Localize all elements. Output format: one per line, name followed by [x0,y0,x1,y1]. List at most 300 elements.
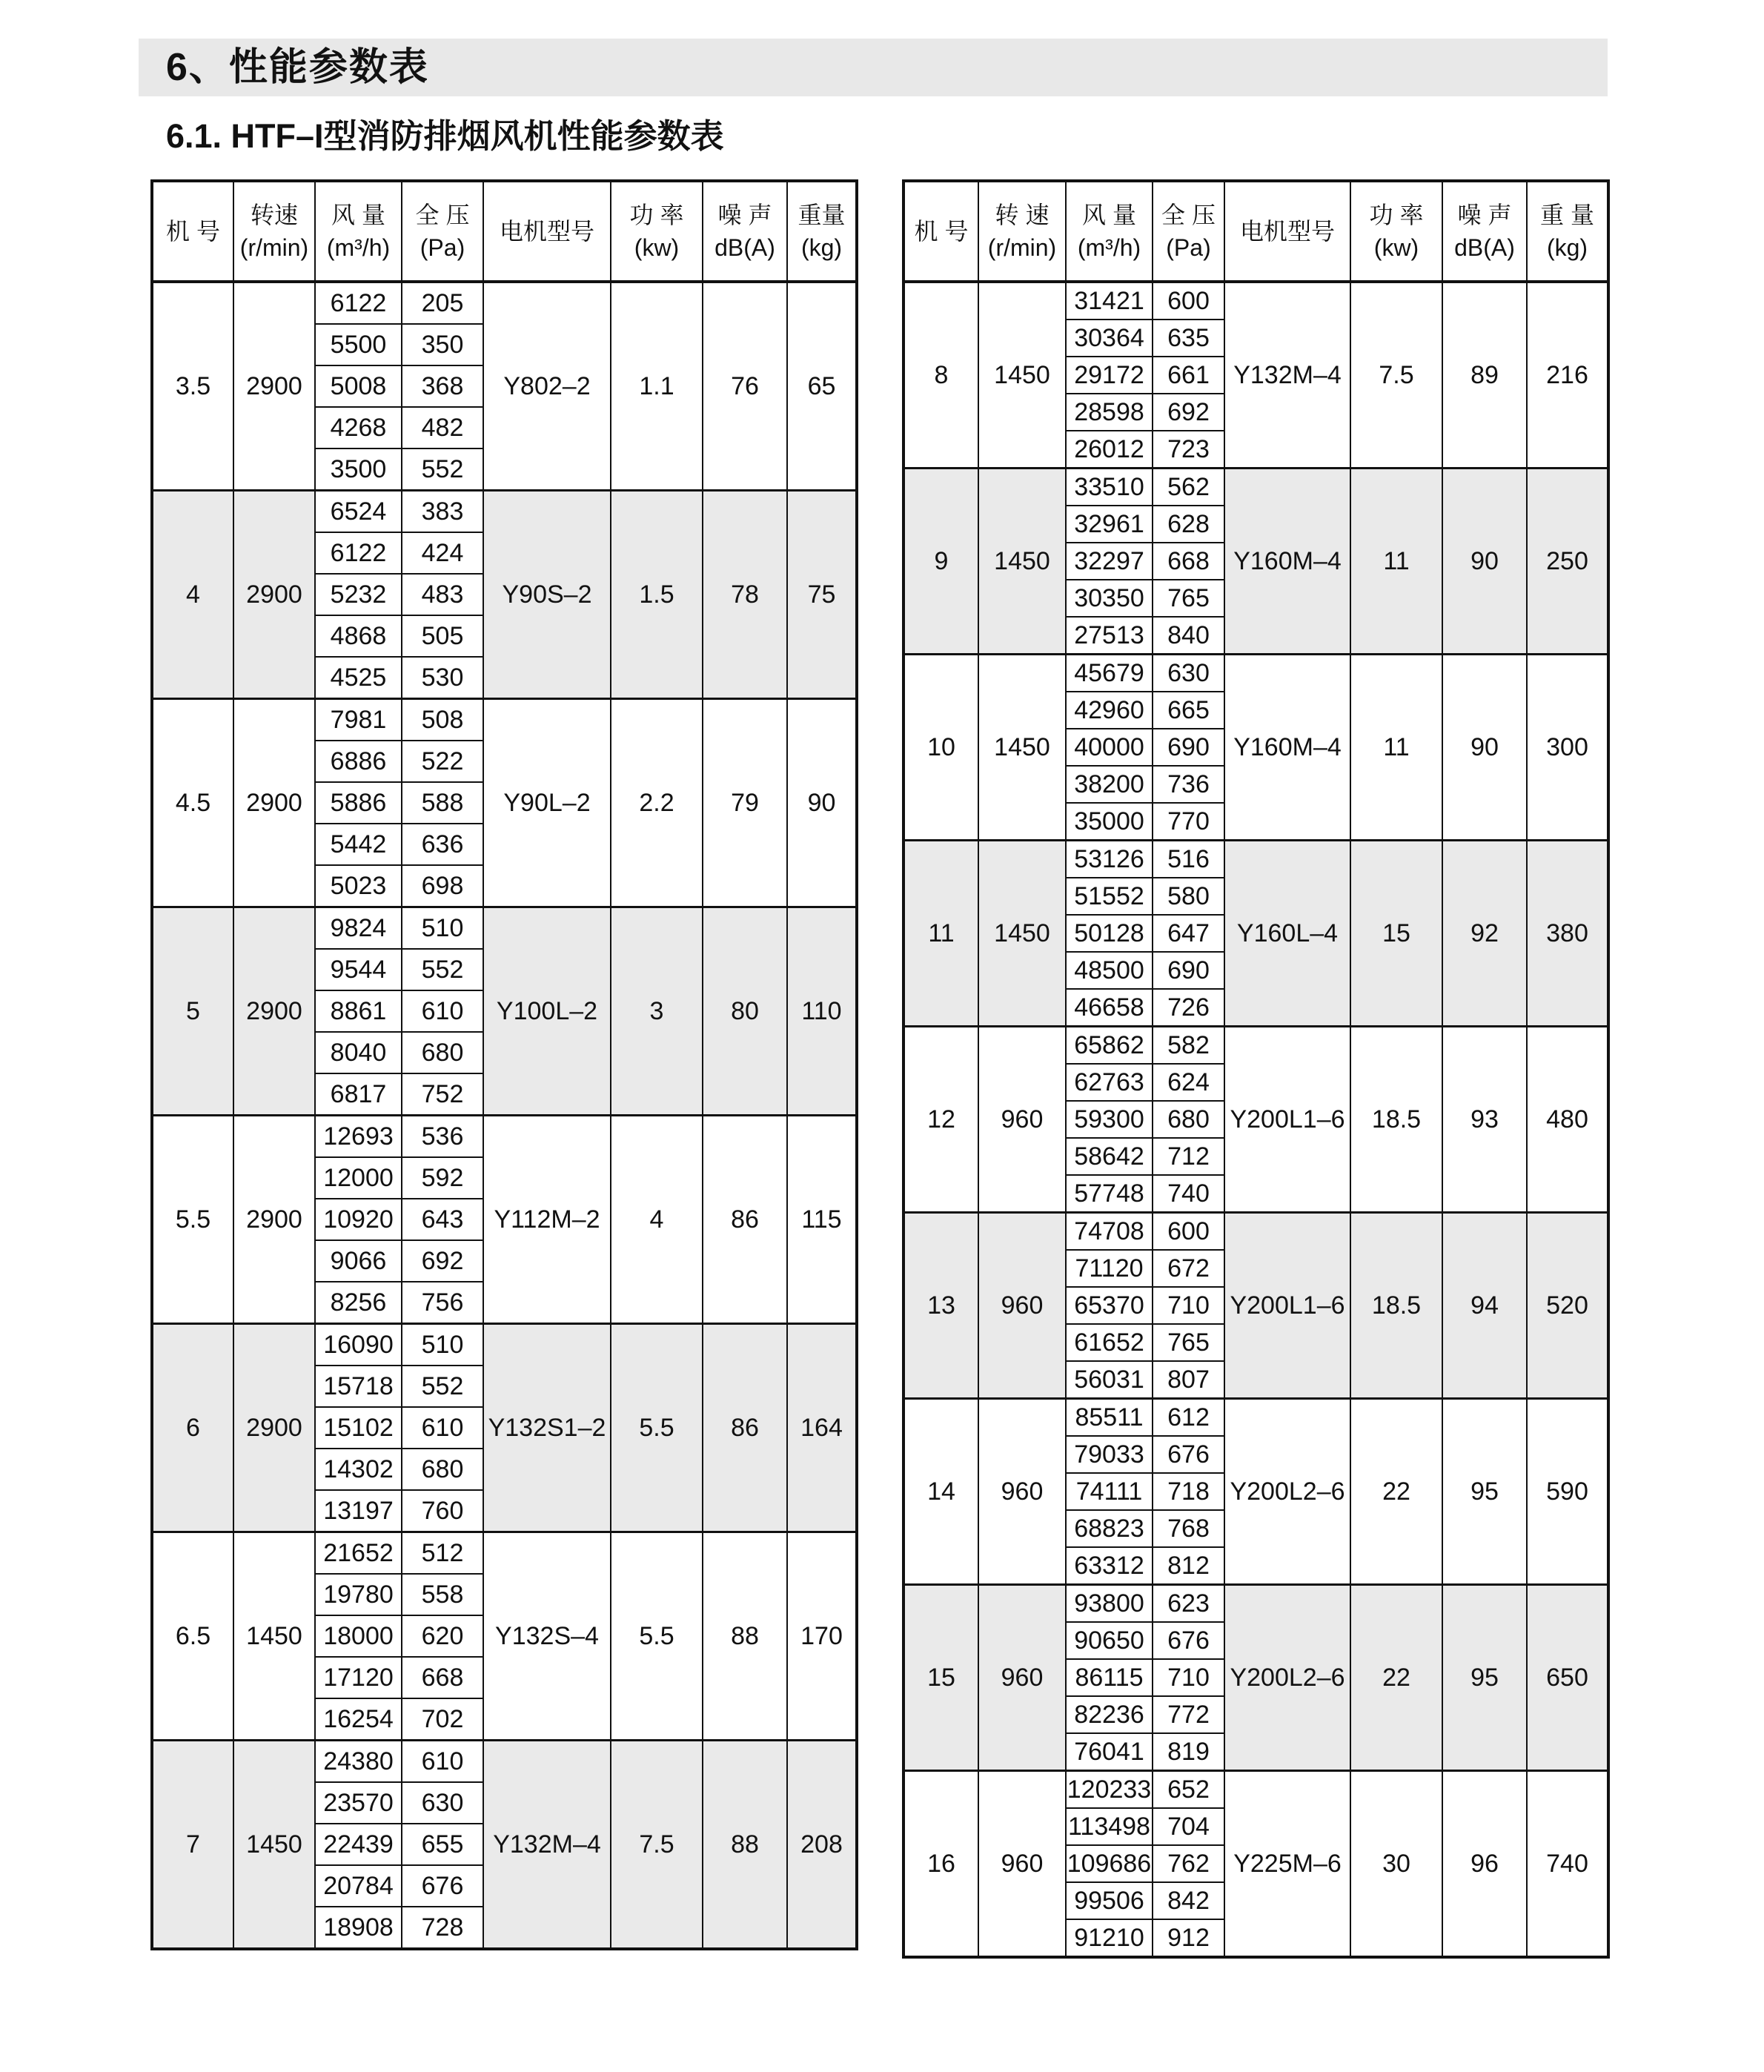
speed-cell: 1450 [978,841,1066,1027]
airflow-cell: 90650 [1066,1622,1153,1659]
airflow-cell: 51552 [1066,878,1153,915]
machine-no-cell: 6 [152,1324,233,1532]
airflow-cell: 82236 [1066,1696,1153,1733]
header-text: (kw) [634,234,680,261]
pressure-cell: 647 [1153,915,1224,952]
header-row [152,181,857,282]
power-cell: 7.5 [1350,282,1442,469]
fan-model-group [152,1741,857,1950]
power-cell: 1.5 [611,491,703,699]
pressure-cell: 552 [402,449,483,491]
airflow-cell: 57748 [1066,1175,1153,1213]
airflow-cell: 7981 [315,699,402,741]
header-machine-no [152,181,233,282]
pressure-cell: 628 [1153,506,1224,543]
fan-model-group [903,469,1608,655]
header-text: (r/min) [239,234,309,261]
pressure-cell: 728 [402,1907,483,1949]
pressure-cell: 812 [1153,1547,1224,1585]
airflow-cell: 6886 [315,741,402,782]
header-text: dB(A) [1454,234,1515,261]
pressure-cell: 630 [402,1782,483,1824]
machine-no-cell: 12 [903,1027,978,1213]
airflow-cell: 4525 [315,657,402,699]
airflow-cell: 71120 [1066,1250,1153,1287]
noise-cell: 96 [1442,1771,1527,1958]
airflow-cell: 13197 [315,1490,402,1532]
pressure-cell: 652 [1153,1771,1224,1809]
header-text: 风 量 [1082,202,1136,228]
header-text: (Pa) [420,234,465,261]
airflow-cell: 74111 [1066,1473,1153,1510]
motor-model-cell: Y132M–4 [483,1741,611,1950]
pressure-cell: 765 [1153,1324,1224,1361]
pressure-cell: 623 [1153,1585,1224,1623]
pressure-cell: 736 [1153,766,1224,803]
motor-model-cell: Y132S–4 [483,1532,611,1741]
airflow-cell: 65862 [1066,1027,1153,1065]
speed-cell: 2900 [233,1116,315,1324]
pressure-cell: 600 [1153,282,1224,320]
airflow-cell: 35000 [1066,803,1153,841]
airflow-cell: 46658 [1066,989,1153,1027]
header-text: (r/min) [987,234,1057,261]
pressure-cell: 770 [1153,803,1224,841]
motor-model-cell: Y112M–2 [483,1116,611,1324]
noise-cell: 92 [1442,841,1527,1027]
motor-model-cell: Y160L–4 [1224,841,1350,1027]
pressure-cell: 760 [402,1490,483,1532]
airflow-cell: 4268 [315,407,402,449]
pressure-cell: 580 [1153,878,1224,915]
power-cell: 3 [611,907,703,1116]
pressure-cell: 516 [1153,841,1224,878]
pressure-cell: 676 [402,1865,483,1907]
noise-cell: 90 [1442,469,1527,655]
weight-cell: 208 [787,1741,857,1950]
weight-cell: 480 [1527,1027,1608,1213]
noise-cell: 76 [703,282,787,491]
motor-model-cell: Y132M–4 [1224,282,1350,469]
pressure-cell: 482 [402,407,483,449]
header-text: dB(A) [714,234,775,261]
power-cell: 11 [1350,469,1442,655]
pressure-cell: 912 [1153,1919,1224,1957]
airflow-cell: 93800 [1066,1585,1153,1623]
airflow-cell: 15718 [315,1366,402,1407]
table-row [903,469,1608,506]
noise-cell: 88 [703,1532,787,1741]
table-row [903,1771,1608,1809]
airflow-cell: 9824 [315,907,402,950]
airflow-cell: 23570 [315,1782,402,1824]
airflow-cell: 65370 [1066,1287,1153,1324]
airflow-cell: 5008 [315,365,402,407]
airflow-cell: 109686 [1066,1845,1153,1882]
airflow-cell: 30350 [1066,580,1153,617]
table-row [903,1027,1608,1065]
pressure-cell: 536 [402,1116,483,1158]
machine-no-cell: 4.5 [152,699,233,907]
header-noise [1442,181,1527,282]
fan-model-group [152,491,857,699]
machine-no-cell: 16 [903,1771,978,1958]
machine-no-cell: 9 [903,469,978,655]
pressure-cell: 842 [1153,1882,1224,1919]
airflow-cell: 5023 [315,865,402,907]
airflow-cell: 8256 [315,1282,402,1324]
motor-model-cell: Y200L1–6 [1224,1213,1350,1399]
power-cell: 4 [611,1116,703,1324]
header-text: 转速 [250,202,298,228]
machine-no-cell: 5 [152,907,233,1116]
fan-model-group [903,1771,1608,1958]
fan-model-group [903,1585,1608,1771]
weight-cell: 110 [787,907,857,1116]
power-cell: 18.5 [1350,1027,1442,1213]
airflow-cell: 61652 [1066,1324,1153,1361]
table-row [152,1116,857,1158]
motor-model-cell: Y132S1–2 [483,1324,611,1532]
pressure-cell: 690 [1153,952,1224,989]
pressure-cell: 635 [1153,320,1224,357]
pressure-cell: 508 [402,699,483,741]
power-cell: 2.2 [611,699,703,907]
fan-model-group [903,1213,1608,1399]
airflow-cell: 27513 [1066,617,1153,655]
airflow-cell: 32961 [1066,506,1153,543]
speed-cell: 1450 [233,1741,315,1950]
airflow-cell: 62763 [1066,1064,1153,1101]
pressure-cell: 205 [402,282,483,324]
power-cell: 30 [1350,1771,1442,1958]
airflow-cell: 9544 [315,949,402,990]
pressure-cell: 552 [402,1366,483,1407]
pressure-cell: 680 [402,1032,483,1073]
speed-cell: 2900 [233,907,315,1116]
airflow-cell: 26012 [1066,431,1153,469]
airflow-cell: 6817 [315,1073,402,1116]
pressure-cell: 690 [1153,729,1224,766]
header-text: 机 号 [166,218,220,245]
header-airflow [1066,181,1153,282]
airflow-cell: 16090 [315,1324,402,1366]
noise-cell: 88 [703,1741,787,1950]
fan-model-group [903,1027,1608,1213]
airflow-cell: 17120 [315,1657,402,1698]
performance-table-right [902,179,1610,1959]
pressure-cell: 592 [402,1157,483,1199]
header-text: (kg) [1546,234,1588,261]
noise-cell: 94 [1442,1213,1527,1399]
speed-cell: 960 [978,1771,1066,1958]
pressure-cell: 723 [1153,431,1224,469]
fan-model-group [152,282,857,491]
airflow-cell: 5500 [315,324,402,365]
motor-model-cell: Y100L–2 [483,907,611,1116]
airflow-cell: 24380 [315,1741,402,1783]
pressure-cell: 350 [402,324,483,365]
airflow-cell: 91210 [1066,1919,1153,1957]
pressure-cell: 772 [1153,1696,1224,1733]
speed-cell: 960 [978,1027,1066,1213]
airflow-cell: 99506 [1066,1882,1153,1919]
weight-cell: 164 [787,1324,857,1532]
machine-no-cell: 7 [152,1741,233,1950]
pressure-cell: 668 [402,1657,483,1698]
airflow-cell: 3500 [315,449,402,491]
speed-cell: 1450 [978,655,1066,841]
header-text: 噪 声 [1457,202,1512,228]
airflow-cell: 6524 [315,491,402,533]
airflow-cell: 10920 [315,1199,402,1240]
airflow-cell: 76041 [1066,1733,1153,1771]
airflow-cell: 4868 [315,615,402,657]
pressure-cell: 512 [402,1532,483,1575]
pressure-cell: 558 [402,1574,483,1615]
pressure-cell: 610 [402,990,483,1032]
power-cell: 5.5 [611,1532,703,1741]
machine-no-cell: 8 [903,282,978,469]
header-text: 重 量 [1540,202,1594,228]
pressure-cell: 424 [402,532,483,574]
header-machine-no [903,181,978,282]
machine-no-cell: 11 [903,841,978,1027]
pressure-cell: 368 [402,365,483,407]
weight-cell: 590 [1527,1399,1608,1585]
table-caption: 6.1. HTF–I型消防排烟风机性能参数表 [166,117,724,155]
weight-cell: 115 [787,1116,857,1324]
pressure-cell: 530 [402,657,483,699]
airflow-cell: 53126 [1066,841,1153,878]
table-row [903,1585,1608,1623]
pressure-cell: 672 [1153,1250,1224,1287]
weight-cell: 170 [787,1532,857,1741]
weight-cell: 380 [1527,841,1608,1027]
speed-cell: 1450 [978,282,1066,469]
airflow-cell: 31421 [1066,282,1153,320]
fan-model-group [152,907,857,1116]
motor-model-cell: Y225M–6 [1224,1771,1350,1958]
pressure-cell: 552 [402,949,483,990]
motor-model-cell: Y200L1–6 [1224,1027,1350,1213]
pressure-cell: 510 [402,1324,483,1366]
fan-model-group [152,1532,857,1741]
header-power [611,181,703,282]
airflow-cell: 113498 [1066,1808,1153,1845]
header-text: 转 速 [995,202,1050,228]
pressure-cell: 582 [1153,1027,1224,1065]
noise-cell: 79 [703,699,787,907]
header-weight [787,181,857,282]
pressure-cell: 819 [1153,1733,1224,1771]
pressure-cell: 680 [1153,1101,1224,1138]
airflow-cell: 59300 [1066,1101,1153,1138]
pressure-cell: 624 [1153,1064,1224,1101]
weight-cell: 90 [787,699,857,907]
airflow-cell: 12000 [315,1157,402,1199]
fan-model-group [903,1399,1608,1585]
pressure-cell: 676 [1153,1436,1224,1473]
pressure-cell: 718 [1153,1473,1224,1510]
pressure-cell: 710 [1153,1659,1224,1696]
pressure-cell: 655 [402,1824,483,1865]
airflow-cell: 45679 [1066,655,1153,692]
airflow-cell: 9066 [315,1240,402,1282]
header-motor-model [483,181,611,282]
motor-model-cell: Y200L2–6 [1224,1585,1350,1771]
header-airflow [315,181,402,282]
airflow-cell: 28598 [1066,394,1153,431]
header-weight [1527,181,1608,282]
fan-model-group [152,1324,857,1532]
speed-cell: 2900 [233,1324,315,1532]
table-row [903,282,1608,320]
weight-cell: 650 [1527,1585,1608,1771]
weight-cell: 75 [787,491,857,699]
airflow-cell: 8861 [315,990,402,1032]
header-text: (m³/h) [1077,234,1141,261]
pressure-cell: 840 [1153,617,1224,655]
noise-cell: 89 [1442,282,1527,469]
airflow-cell: 58642 [1066,1138,1153,1175]
speed-cell: 1450 [233,1532,315,1741]
pressure-cell: 665 [1153,692,1224,729]
machine-no-cell: 3.5 [152,282,233,491]
pressure-cell: 768 [1153,1510,1224,1547]
noise-cell: 80 [703,907,787,1116]
noise-cell: 86 [703,1116,787,1324]
machine-no-cell: 15 [903,1585,978,1771]
airflow-cell: 5232 [315,574,402,615]
header-text: 噪 声 [717,202,772,228]
airflow-cell: 50128 [1066,915,1153,952]
airflow-cell: 5886 [315,782,402,824]
pressure-cell: 807 [1153,1361,1224,1399]
pressure-cell: 692 [1153,394,1224,431]
weight-cell: 216 [1527,282,1608,469]
airflow-cell: 19780 [315,1574,402,1615]
header-text: (kw) [1373,234,1419,261]
airflow-cell: 68823 [1066,1510,1153,1547]
airflow-cell: 33510 [1066,469,1153,506]
header-text: 重量 [798,202,846,228]
airflow-cell: 6122 [315,532,402,574]
header-text: 全 压 [415,202,470,228]
airflow-cell: 14302 [315,1449,402,1490]
noise-cell: 78 [703,491,787,699]
noise-cell: 95 [1442,1399,1527,1585]
airflow-cell: 22439 [315,1824,402,1865]
airflow-cell: 40000 [1066,729,1153,766]
header-text: 功 率 [629,202,684,228]
airflow-cell: 85511 [1066,1399,1153,1437]
airflow-cell: 6122 [315,282,402,324]
power-cell: 7.5 [611,1741,703,1950]
table-row [152,907,857,950]
pressure-cell: 483 [402,574,483,615]
noise-cell: 90 [1442,655,1527,841]
airflow-cell: 15102 [315,1407,402,1449]
table-row [903,841,1608,878]
machine-no-cell: 5.5 [152,1116,233,1324]
pressure-cell: 643 [402,1199,483,1240]
pressure-cell: 612 [1153,1399,1224,1437]
header-text: (kg) [800,234,843,261]
pressure-cell: 765 [1153,580,1224,617]
pressure-cell: 704 [1153,1808,1224,1845]
airflow-cell: 74708 [1066,1213,1153,1251]
airflow-cell: 42960 [1066,692,1153,729]
airflow-cell: 30364 [1066,320,1153,357]
motor-model-cell: Y90L–2 [483,699,611,907]
power-cell: 5.5 [611,1324,703,1532]
pressure-cell: 676 [1153,1622,1224,1659]
weight-cell: 300 [1527,655,1608,841]
airflow-cell: 86115 [1066,1659,1153,1696]
fan-model-group [152,699,857,907]
table-row [152,282,857,324]
power-cell: 1.1 [611,282,703,491]
machine-no-cell: 10 [903,655,978,841]
airflow-cell: 38200 [1066,766,1153,803]
airflow-cell: 20784 [315,1865,402,1907]
table-row [152,699,857,741]
speed-cell: 1450 [978,469,1066,655]
airflow-cell: 120233 [1066,1771,1153,1809]
pressure-cell: 600 [1153,1213,1224,1251]
table-row [152,1532,857,1575]
table-row [152,1324,857,1366]
power-cell: 22 [1350,1585,1442,1771]
header-text: (m³/h) [326,234,391,261]
motor-model-cell: Y802–2 [483,282,611,491]
weight-cell: 740 [1527,1771,1608,1958]
power-cell: 15 [1350,841,1442,1027]
pressure-cell: 740 [1153,1175,1224,1213]
airflow-cell: 18000 [315,1615,402,1657]
airflow-cell: 63312 [1066,1547,1153,1585]
fan-model-group [903,655,1608,841]
header-text: 电机型号 [499,218,594,245]
noise-cell: 93 [1442,1027,1527,1213]
pressure-cell: 620 [402,1615,483,1657]
fan-model-group [903,841,1608,1027]
weight-cell: 250 [1527,469,1608,655]
pressure-cell: 630 [1153,655,1224,692]
speed-cell: 960 [978,1213,1066,1399]
airflow-cell: 8040 [315,1032,402,1073]
speed-cell: 960 [978,1585,1066,1771]
pressure-cell: 562 [1153,469,1224,506]
pressure-cell: 522 [402,741,483,782]
airflow-cell: 5442 [315,824,402,865]
airflow-cell: 18908 [315,1907,402,1949]
airflow-cell: 21652 [315,1532,402,1575]
table-row [152,1741,857,1783]
table-row [903,655,1608,692]
pressure-cell: 698 [402,865,483,907]
speed-cell: 2900 [233,491,315,699]
header-pressure [402,181,483,282]
header-text: 风 量 [331,202,385,228]
header-text: 功 率 [1369,202,1424,228]
speed-cell: 2900 [233,282,315,491]
noise-cell: 86 [703,1324,787,1532]
header-text: 全 压 [1161,202,1216,228]
pressure-cell: 510 [402,907,483,950]
motor-model-cell: Y90S–2 [483,491,611,699]
